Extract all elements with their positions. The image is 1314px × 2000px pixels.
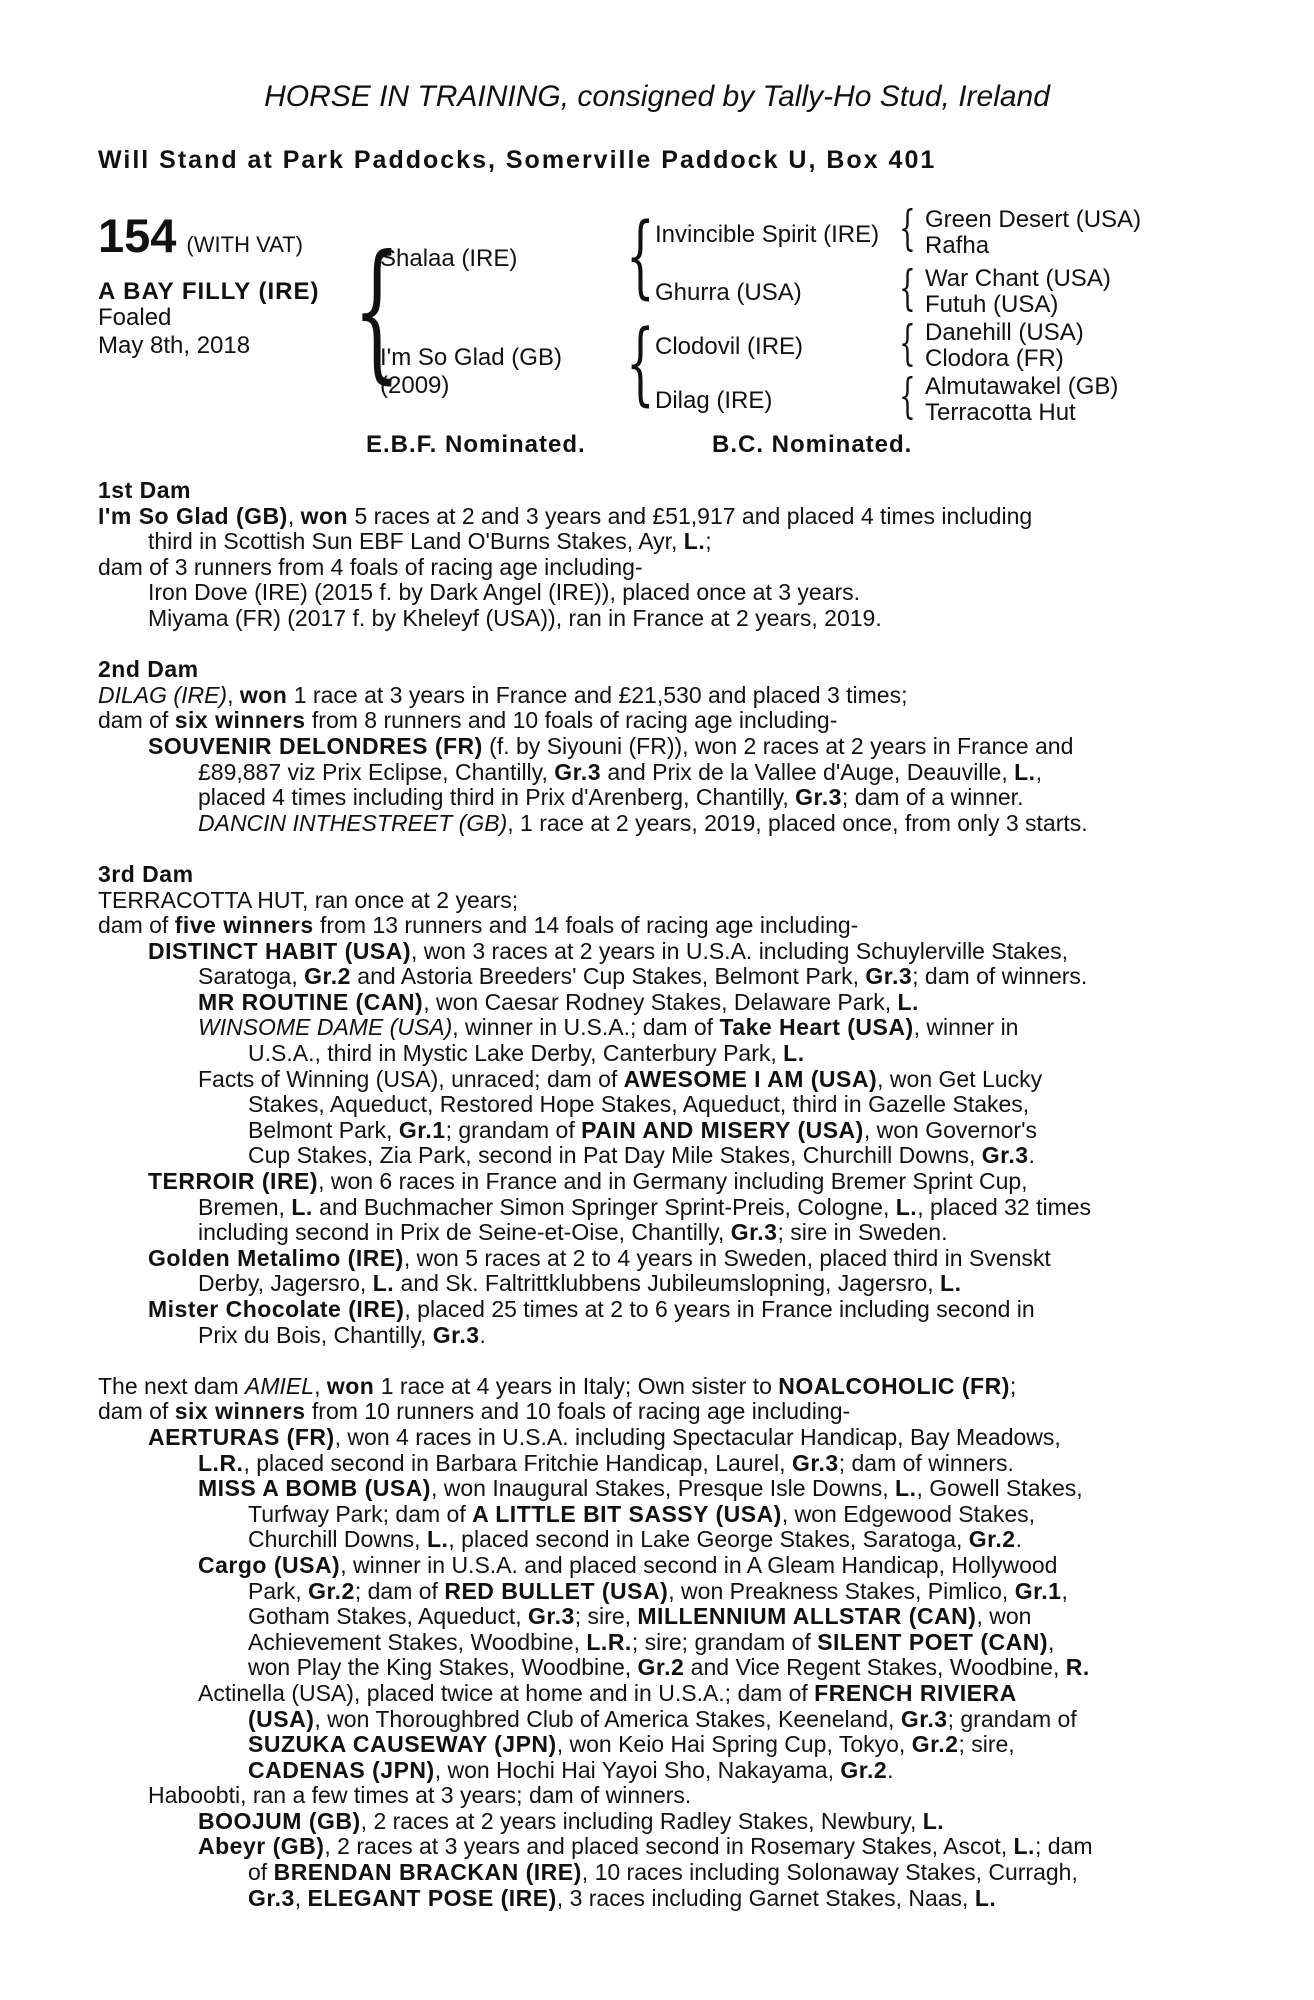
sire-dam-name: Ghurra (USA) [655,279,802,306]
text-run: dam of 3 runners from 4 foals of racing age including- [98,553,643,580]
brace-1: { [353,224,401,398]
bold-text: L. [1014,758,1036,785]
text-line [98,1169,1204,1195]
text-run: . [887,1756,894,1783]
horse-description: A BAY FILLY (IRE) [98,278,320,305]
text-line [98,504,1204,530]
text-line [98,1758,1204,1784]
text-line [98,1502,1204,1528]
bold-text: ELEGANT POSE (IRE) [307,1884,557,1911]
bold-text: Gr.3 [554,758,601,785]
bold-text: DISTINCT HABIT (USA) [148,937,411,964]
text-run: , won 4 races in U.S.A. including Spectacular Handicap, Bay Meadows, [334,1423,1061,1450]
italic-text: WINSOME DAME (USA) [198,1014,453,1041]
text-run: , [1048,1628,1055,1655]
text-run: , Gowell Stakes, [916,1475,1083,1502]
text-run: , won [976,1603,1032,1630]
text-line [98,1476,1204,1502]
italic-text: AMIEL [245,1372,315,1399]
bold-text: TERROIR (IRE) [148,1168,319,1195]
text-line [98,760,1204,786]
text-line [98,1092,1204,1118]
text-run: and Prix de la Vallee d'Auge, Deauville, [601,758,1015,785]
text-line [98,862,1204,888]
text-line [98,888,1204,914]
text-run: , [314,1372,327,1399]
bold-text: Take Heart (USA) [719,1014,914,1041]
bold-text: L. [783,1040,805,1067]
text-line [98,708,1204,734]
grandsire-4: Futuh (USA) [925,291,1059,318]
bold-text: six winners [174,707,306,734]
text-run: , 3 races including Garnet Stakes, Naas, [556,1884,975,1911]
text-run: ; sire; grandam of [631,1628,818,1655]
bold-text: MR ROUTINE (CAN) [198,988,424,1015]
bold-text: I'm So Glad (GB) [98,502,288,529]
text-line [98,683,1204,709]
bold-text: Golden Metalimo (IRE) [148,1244,404,1271]
text-line [98,1707,1204,1733]
bold-text: FRENCH RIVIERA [814,1679,1017,1706]
text-line [98,990,1204,1016]
sire-sire-name: Invincible Spirit (IRE) [655,221,880,248]
bold-text: Gr.2 [637,1654,685,1681]
bold-text: Cargo (USA) [198,1551,341,1578]
family-paragraph [98,1374,1204,1911]
text-run: ; dam of winners. [838,1449,1014,1476]
text-run: 5 races at 2 and 3 years and £51,917 and placed 4 times including [348,502,1033,529]
bold-text: R. [1065,1654,1090,1681]
text-run: , placed 32 times [917,1193,1092,1220]
text-run: Miyama (FR) (2017 f. by Kheleyf (USA)), ran in France at 2 years, 2019. [148,604,882,631]
section-heading: 1st Dam [98,477,191,503]
text-line [98,1860,1204,1886]
bold-text: won [300,502,349,529]
text-run: , winner in U.S.A.; dam of [452,1014,720,1041]
bold-text: Gr.3 [865,963,913,990]
text-line [98,811,1204,837]
text-run: ; sire, [958,1731,1015,1758]
bold-text: Gr.1 [1014,1577,1062,1604]
family-paragraph [98,862,1204,1348]
bold-text: five winners [174,912,314,939]
text-run: won Play the King Stakes, Woodbine, [248,1654,638,1681]
bold-text: BOOJUM (GB) [198,1807,361,1834]
text-line [98,939,1204,965]
bold-text: Gr.2 [840,1756,888,1783]
sire-name: Shalaa (IRE) [380,245,518,272]
bold-text: L. [683,528,706,555]
text-run: dam of [98,1398,175,1425]
text-run: ; sire in Sweden. [777,1219,948,1246]
brace-3: { [626,311,655,416]
text-line [98,1118,1204,1144]
text-run: , [294,1884,308,1911]
text-run: Prix du Bois, Chantilly, [198,1321,433,1348]
bold-text: won [326,1372,375,1399]
text-run: Park, [248,1577,309,1604]
text-run: , placed 25 times at 2 to 6 years in France including second in [404,1296,1035,1322]
section-heading: 3rd Dam [98,860,194,887]
grandsire-3: War Chant (USA) [925,265,1111,292]
text-run: , 10 races including Solonaway Stakes, Curragh, [581,1859,1078,1886]
text-line [98,734,1204,760]
text-line [98,1886,1204,1912]
grandsire-5: Danehill (USA) [925,319,1084,346]
text-run: including second in Prix de Seine-et-Oise, Chantilly, [198,1219,731,1246]
bold-text: Gr.1 [398,1116,446,1143]
italic-text: DANCIN INTHESTREET (GB) [198,809,508,836]
family-pedigree-text [98,478,1204,1911]
grandsire-8: Terracotta Hut [925,399,1076,426]
text-line [98,1579,1204,1605]
bold-text: L.R. [586,1628,632,1655]
text-line [98,1297,1204,1323]
text-run: , won Preakness Stakes, Pimlico, [668,1577,1015,1604]
text-run: , won Governor's [863,1116,1037,1143]
text-run: Facts of Winning (USA), unraced; dam of [198,1065,624,1092]
grandsire-1: Green Desert (USA) [925,206,1142,233]
text-run: , winner in [913,1014,1019,1041]
text-run: . [1028,1142,1035,1169]
italic-text: DILAG (IRE) [98,681,228,708]
text-line [98,1041,1204,1067]
text-run: Turfway Park; dam of [248,1500,473,1527]
bold-text: Gr.3 [795,784,842,811]
text-run: Churchill Downs, [248,1526,427,1553]
text-run: £89,887 viz Prix Eclipse, Chantilly, [198,758,555,785]
bold-text: L. [940,1270,962,1297]
text-run: . [479,1321,486,1348]
text-line [98,1195,1204,1221]
ebf-nominated: E.B.F. Nominated. [366,431,586,458]
text-run: (f. by Siyouni (FR)), won 2 races at 2 years in France and [482,732,1074,759]
text-run: ; grandam of [445,1116,582,1143]
text-line [98,785,1204,811]
text-run: third in Scottish Sun EBF Land O'Burns Stakes, Ayr, [148,528,684,555]
bold-text: won [239,681,288,708]
bold-text: SOUVENIR DELONDRES (FR) [148,732,483,759]
dam-year: (2009) [380,372,450,399]
text-run: Bremen, [198,1193,292,1220]
text-run: ; [705,528,712,555]
brace-7: { [899,368,916,424]
bold-text: Gr.3 [248,1884,295,1911]
text-run: dam of [98,707,175,734]
bold-text: RED BULLET (USA) [444,1577,669,1604]
bold-text: NOALCOHOLIC (FR) [778,1372,1010,1399]
text-run: 1 race at 4 years in Italy; Own sister to [374,1372,779,1399]
text-run: , won Hochi Hai Yayoi Sho, Nakayama, [434,1756,841,1783]
bold-text: six winners [174,1398,306,1425]
bc-nominated: B.C. Nominated. [712,431,913,458]
bold-text: L. [895,1193,918,1220]
text-run: ; grandam of [947,1705,1077,1732]
text-line [98,1425,1204,1451]
text-run: ; dam of [354,1577,445,1604]
grandsire-7: Almutawakel (GB) [925,373,1119,400]
text-line [98,555,1204,581]
bold-text: Gr.2 [308,1577,355,1604]
section-heading: 2nd Dam [98,656,199,683]
text-run: from 13 runners and 14 foals of racing age including- [313,912,859,939]
text-line [98,606,1204,632]
text-line [98,529,1204,555]
text-line [98,1681,1204,1707]
text-run: , won 6 races in France and in Germany including Bremer Sprint Cup, [318,1168,1028,1195]
text-run: , 2 races at 2 years including Radley Stakes, Newbury, [360,1807,923,1834]
text-run: and Sk. Faltrittklubbens Jubileumslopning, Jagersro, [394,1270,941,1297]
bold-text: Abeyr (GB) [198,1833,325,1860]
text-line [98,1834,1204,1860]
text-run: Gotham Stakes, Aqueduct, [248,1603,528,1630]
text-run: , [287,502,301,529]
text-run: and Vice Regent Stakes, Woodbine, [684,1654,1066,1681]
bold-text: Mister Chocolate (IRE) [148,1296,405,1322]
text-line [98,1630,1204,1656]
text-run: of [248,1859,274,1886]
text-run: Achievement Stakes, Woodbine, [248,1628,587,1655]
text-run: , placed second in Barbara Fritchie Handicap, Laurel, [243,1449,792,1476]
text-run: Belmont Park, [248,1116,399,1143]
bold-text: CADENAS (JPN) [248,1756,435,1783]
brace-4: { [899,200,916,256]
text-run: Saratoga, [198,963,305,990]
text-run: ; sire, [574,1603,638,1630]
bold-text: Gr.3 [528,1603,575,1630]
bold-text: L. [922,1807,945,1834]
text-run: , placed second in Lake George Stakes, Saratoga, [448,1526,969,1553]
text-run: , 1 race at 2 years, 2019, placed once, from only 3 starts. [507,809,1088,836]
vat-note: (WITH VAT) [186,232,303,257]
bold-text: SUZUKA CAUSEWAY (JPN) [248,1731,557,1758]
dam-sire-name: Clodovil (IRE) [655,333,804,360]
text-run: Stakes, Aqueduct, Restored Hope Stakes, Aqueduct, third in Gazelle Stakes, [248,1091,1030,1118]
text-run: ; [1009,1372,1017,1399]
text-run: from 8 runners and 10 foals of racing age including- [305,707,838,734]
text-run: , won Thoroughbred Club of America Stakes, Keeneland, [314,1705,901,1732]
text-run: ; dam of winners. [912,963,1088,990]
text-run: , won Get Lucky [877,1065,1043,1092]
text-run: , won Keio Hai Spring Cup, Tokyo, [556,1731,912,1758]
text-run: , won 5 races at 2 to 4 years in Sweden, placed third in Svenskt [403,1244,1051,1271]
text-run: Derby, Jagersro, [198,1270,373,1297]
text-line [98,478,1204,504]
bold-text: Gr.2 [968,1526,1016,1553]
text-line [98,1271,1204,1297]
bold-text: L. [291,1193,313,1220]
text-run: Cup Stakes, Zia Park, second in Pat Day Mile Stakes, Churchill Downs, [248,1142,982,1169]
text-run: and Astoria Breeders' Cup Stakes, Belmont Park, [350,963,866,990]
text-run: , [1061,1577,1068,1604]
text-run: , 2 races at 3 years and placed second in Rosemary Stakes, Ascot, [324,1833,1014,1860]
text-run: Iron Dove (IRE) (2015 f. by Dark Angel (IRE)), placed once at 3 years. [148,579,861,606]
bold-text: AWESOME I AM (USA) [623,1065,878,1092]
text-line [98,1604,1204,1630]
text-run: , winner in U.S.A. and placed second in A Gleam Handicap, Hollywood [340,1551,1058,1578]
text-run: and Buchmacher Simon Springer Sprint-Preis, Cologne, [312,1193,896,1220]
text-run: ; dam of a winner. [841,784,1024,811]
dam-name: I'm So Glad (GB) [380,344,562,371]
bold-text: L. [974,1884,997,1911]
grandsire-2: Rafha [925,232,990,259]
text-run: from 10 runners and 10 foals of racing age including- [305,1398,851,1425]
text-line [98,1067,1204,1093]
bold-text: Gr.3 [791,1449,839,1476]
bold-text: A LITTLE BIT SASSY (USA) [472,1500,782,1527]
text-line [98,1655,1204,1681]
text-run: , won Inaugural Stakes, Presque Isle Downs, [430,1475,896,1502]
text-run: The next dam [98,1372,246,1399]
consignor-header: HORSE IN TRAINING, consigned by Tally-Ho Stud, Ireland [264,80,1050,113]
bold-text: Gr.3 [981,1142,1029,1169]
text-line [98,964,1204,990]
bold-text: BRENDAN BRACKAN (IRE) [273,1859,582,1886]
bold-text: AERTURAS (FR) [148,1423,335,1450]
text-line [98,1323,1204,1349]
text-run: U.S.A., third in Mystic Lake Derby, Canterbury Park, [248,1040,784,1067]
text-line [98,1220,1204,1246]
lot-number: 154 [98,209,177,262]
dam-dam-name: Dilag (IRE) [655,387,773,414]
text-line [98,1809,1204,1835]
bold-text: Gr.2 [911,1731,959,1758]
bold-text: SILENT POET (CAN) [817,1628,1049,1655]
text-line [98,1451,1204,1477]
stabling-location: Will Stand at Park Paddocks, Somerville Paddock U, Box 401 [98,146,937,174]
bold-text: L. [897,988,919,1015]
text-run: 1 race at 3 years in France and £21,530 and placed 3 times; [287,681,908,708]
text-line [98,1783,1204,1809]
brace-6: { [899,315,916,371]
text-line [98,1143,1204,1169]
bold-text: L. [426,1526,449,1553]
lot-number-block [98,208,303,263]
bold-text: Gr.3 [730,1219,778,1246]
brace-2: { [626,204,655,309]
bold-text: Gr.3 [900,1705,948,1732]
bold-text: Gr.2 [304,963,351,990]
text-run: . [1015,1526,1022,1553]
brace-5: { [899,260,916,316]
bold-text: L. [895,1475,917,1502]
family-paragraph [98,478,1204,632]
bold-text: (USA) [248,1705,315,1732]
bold-text: L.R. [198,1449,244,1476]
text-line [98,1527,1204,1553]
family-paragraph [98,657,1204,836]
bold-text: L. [372,1270,395,1297]
text-run: , won Edgewood Stakes, [781,1500,1036,1527]
text-run: , won 3 races at 2 years in U.S.A. including Schuylerville Stakes, [410,937,1069,964]
bold-text: PAIN AND MISERY (USA) [581,1116,864,1143]
text-line [98,1732,1204,1758]
bold-text: MILLENNIUM ALLSTAR (CAN) [637,1603,977,1630]
bold-text: MISS A BOMB (USA) [198,1475,431,1502]
text-line [98,1015,1204,1041]
bold-text: Gr.3 [432,1321,480,1348]
text-run: Actinella (USA), placed twice at home and in U.S.A.; dam of [198,1679,815,1706]
foaled-date: May 8th, 2018 [98,332,251,359]
text-line [98,1374,1204,1400]
text-run: TERRACOTTA HUT, ran once at 2 years; [98,886,519,913]
text-run: , [1035,758,1042,785]
text-run: , [227,681,240,708]
text-line [98,1553,1204,1579]
text-line [98,1246,1204,1272]
foaled-label: Foaled [98,304,172,331]
grandsire-6: Clodora (FR) [925,345,1064,372]
text-line [98,580,1204,606]
text-run: dam of [98,912,175,939]
text-run: Haboobti, ran a few times at 3 years; dam of winners. [148,1782,692,1809]
text-run: placed 4 times including third in Prix d'Arenberg, Chantilly, [198,784,796,811]
text-line [98,913,1204,939]
text-line [98,1399,1204,1425]
text-run: ; dam [1034,1833,1093,1860]
text-line [98,657,1204,683]
bold-text: L. [1013,1833,1035,1860]
text-run: , won Caesar Rodney Stakes, Delaware Park, [423,988,898,1015]
